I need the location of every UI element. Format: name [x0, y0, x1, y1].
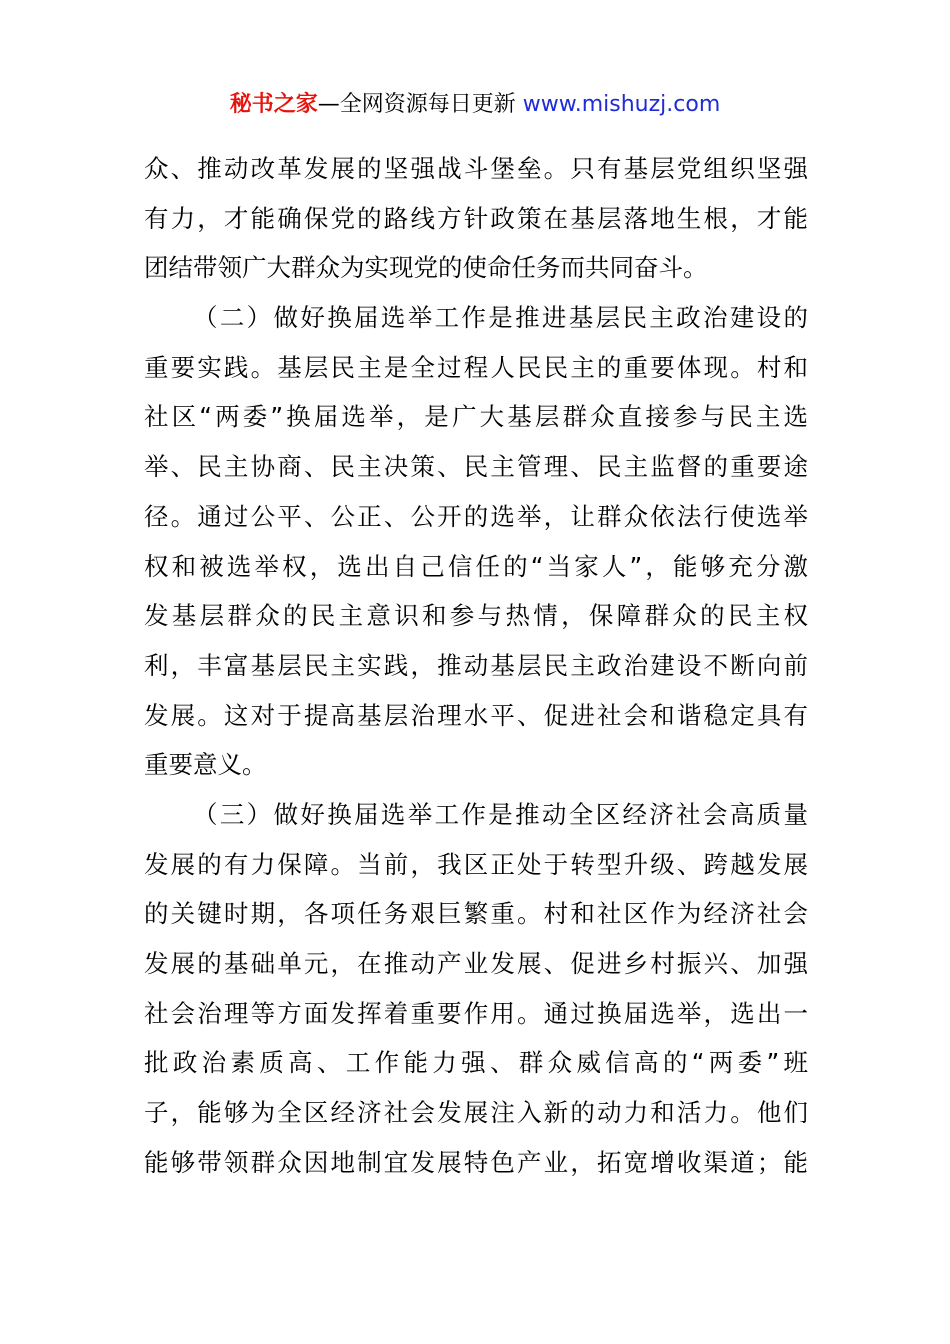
page-header [0, 88, 950, 122]
text-line: 径。通过公平、公正、公开的选举，让群众依法行使选举 [144, 501, 808, 531]
text-line: 发基层群众的民主意识和参与热情，保障群众的民主权 [144, 601, 808, 631]
text-line: 批政治素质高、工作能力强、群众威信高的“两委”班 [144, 1048, 808, 1078]
brand-name: 秘书之家 [229, 92, 318, 117]
text-line: 能够带领群众因地制宜发展特色产业，拓宽增收渠道；能 [144, 1147, 808, 1177]
text-line: 有力，才能确保党的路线方针政策在基层落地生根，才能 [144, 203, 808, 233]
text-line: 发展。这对于提高基层治理水平、促进社会和谐稳定具有 [144, 700, 808, 730]
text-line: 社会治理等方面发挥着重要作用。通过换届选举，选出一 [144, 998, 808, 1028]
text-line: 子，能够为全区经济社会发展注入新的动力和活力。他们 [144, 1098, 808, 1128]
text-line: 社区“两委”换届选举，是广大基层群众直接参与民主选 [144, 402, 808, 432]
text-line: 重要实践。基层民主是全过程人民民主的重要体现。村和 [144, 352, 808, 382]
text-line: 众、推动改革发展的坚强战斗堡垒。只有基层党组织坚强 [144, 154, 808, 183]
text-line: 的关键时期，各项任务艰巨繁重。村和社区作为经济社会 [144, 899, 808, 929]
text-line: 权和被选举权，选出自己信任的“当家人”，能够充分激 [144, 551, 808, 581]
text-line: 团结带领广大群众为实现党的使命任务而共同奋斗。 [144, 253, 708, 283]
header-url[interactable]: www.mishuzj.com [522, 92, 721, 117]
section-heading-line: （二）做好换届选举工作是推进基层民主政治建设的 [193, 303, 808, 333]
text-line: 发展的有力保障。当前，我区正处于转型升级、跨越发展 [144, 849, 808, 879]
text-line: 利，丰富基层民主实践，推动基层民主政治建设不断向前 [144, 650, 808, 680]
header-tagline: —全网资源每日更新 [317, 92, 523, 117]
text-line: 重要意义。 [144, 750, 267, 780]
document-body [144, 144, 808, 1187]
text-line: 发展的基础单元，在推动产业发展、促进乡村振兴、加强 [144, 949, 808, 978]
text-line: 举、民主协商、民主决策、民主管理、民主监督的重要途 [144, 452, 808, 482]
section-heading-line: （三）做好换届选举工作是推动全区经济社会高质量 [193, 799, 808, 829]
